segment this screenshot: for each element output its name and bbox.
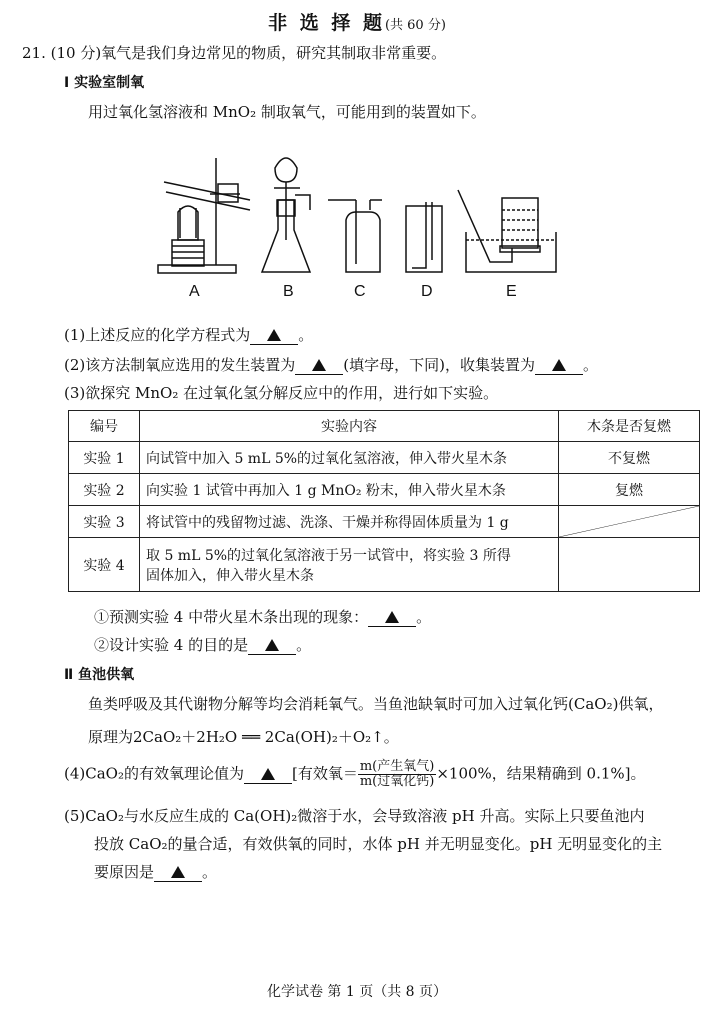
row-content: 将试管中的残留物过滤、洗涤、干燥并称得固体质量为 1 g	[140, 506, 559, 538]
header-content: 实验内容	[140, 411, 559, 442]
answer-blank-sub2[interactable]	[248, 636, 296, 655]
label-c: C	[354, 283, 366, 300]
sub-question-1: ①预测实验 4 中带火星木条出现的现象： 。	[94, 608, 432, 626]
table-row	[69, 538, 700, 592]
row-result	[559, 538, 700, 592]
row-content: 向实验 1 试管中再加入 1 g MnO₂ 粉末，伸入带火星木条	[140, 474, 559, 506]
part2-equation: 原理为2CaO₂＋2H₂O ══ 2Ca(OH)₂＋O₂↑。	[88, 728, 399, 746]
table-row	[69, 474, 700, 506]
triangle-icon	[312, 359, 326, 371]
answer-blank-2a[interactable]	[295, 356, 343, 375]
apparatus-e	[458, 190, 556, 272]
triangle-icon	[261, 768, 275, 780]
triangle-icon	[267, 329, 281, 341]
triangle-icon	[265, 639, 279, 651]
row-num: 实验 3	[69, 506, 140, 538]
answer-blank-2b[interactable]	[535, 356, 583, 375]
question-5-line-2: 投放 CaO₂的量合适，有效供氧的同时，水体 pH 并无明显变化。pH 无明显变化的主	[94, 835, 663, 853]
row-content: 向试管中加入 5 mL 5%的过氧化氢溶液，伸入带火星木条	[140, 442, 559, 474]
question-4: (4)CaO₂的有效氧理论值为 [有效氧＝ $\frac{\text{m(产生氧气)}}{\text{m(过氧化钙)}}$ ×100%，结果精确到 0.1%]。	[64, 759, 646, 789]
question-5-line-1: (5)CaO₂与水反应生成的 Ca(OH)₂微溶于水，会导致溶液 pH 升高。实际上只要鱼池内	[64, 807, 645, 825]
row-result-diagonal	[559, 506, 700, 538]
apparatus-figure	[150, 140, 570, 305]
question-1: (1)上述反应的化学方程式为 。	[64, 326, 314, 344]
label-b: B	[283, 283, 294, 300]
row-content: 取 5 mL 5%的过氧化氢溶液于另一试管中，将实验 3 所得 固体加入，伸入带火星木条	[140, 538, 559, 592]
effective-oxygen-fraction: $\frac{\text{m(产生氧气)}}{\text{m(过氧化钙)}}$	[359, 759, 435, 789]
table-header-row	[69, 411, 700, 442]
row-num: 实验 4	[69, 538, 140, 592]
question-5-line-3: 要原因是 。	[94, 863, 218, 881]
label-a: A	[189, 283, 200, 300]
answer-blank-5[interactable]	[154, 863, 202, 882]
table-row	[69, 506, 700, 538]
apparatus-b	[262, 158, 310, 272]
header-num: 编号	[69, 411, 140, 442]
header-result: 木条是否复燃	[559, 411, 700, 442]
part2-heading: Ⅱ 鱼池供氧	[64, 667, 135, 683]
part1-heading: Ⅰ 实验室制氧	[64, 75, 145, 91]
apparatus-d	[406, 202, 442, 272]
row-result: 不复燃	[559, 442, 700, 474]
sub-question-2: ②设计实验 4 的目的是 。	[94, 636, 312, 654]
triangle-icon	[552, 359, 566, 371]
part1-text: 用过氧化氢溶液和 MnO₂ 制取氧气，可能用到的装置如下。	[88, 103, 486, 121]
row-result: 复燃	[559, 474, 700, 506]
triangle-icon	[385, 611, 399, 623]
answer-blank-4[interactable]	[244, 765, 292, 784]
label-d: D	[421, 283, 433, 300]
label-e: E	[506, 283, 517, 300]
answer-blank-sub1[interactable]	[368, 608, 416, 627]
question-2: (2)该方法制氧应选用的发生装置为 (填字母，下同)，收集装置为 。	[64, 356, 598, 374]
answer-blank-1[interactable]	[250, 326, 298, 345]
row-num: 实验 2	[69, 474, 140, 506]
question-3: (3)欲探究 MnO₂ 在过氧化氢分解反应中的作用，进行如下实验。	[64, 384, 499, 402]
page-footer: 化学试卷 第 1 页（共 8 页）	[266, 984, 448, 1000]
section-title: 非 选 择 题(共 60 分)	[268, 12, 446, 34]
row-num: 实验 1	[69, 442, 140, 474]
apparatus-c	[328, 200, 382, 272]
triangle-icon	[171, 866, 185, 878]
experiment-table	[68, 410, 700, 592]
table-row	[69, 442, 700, 474]
question-intro: 21. (10 分)氧气是我们身边常见的物质，研究其制取非常重要。	[22, 44, 447, 62]
apparatus-a	[158, 158, 250, 273]
part2-text-1: 鱼类呼吸及其代谢物分解等均会消耗氧气。当鱼池缺氧时可加入过氧化钙(CaO₂)供氧，	[88, 695, 664, 713]
